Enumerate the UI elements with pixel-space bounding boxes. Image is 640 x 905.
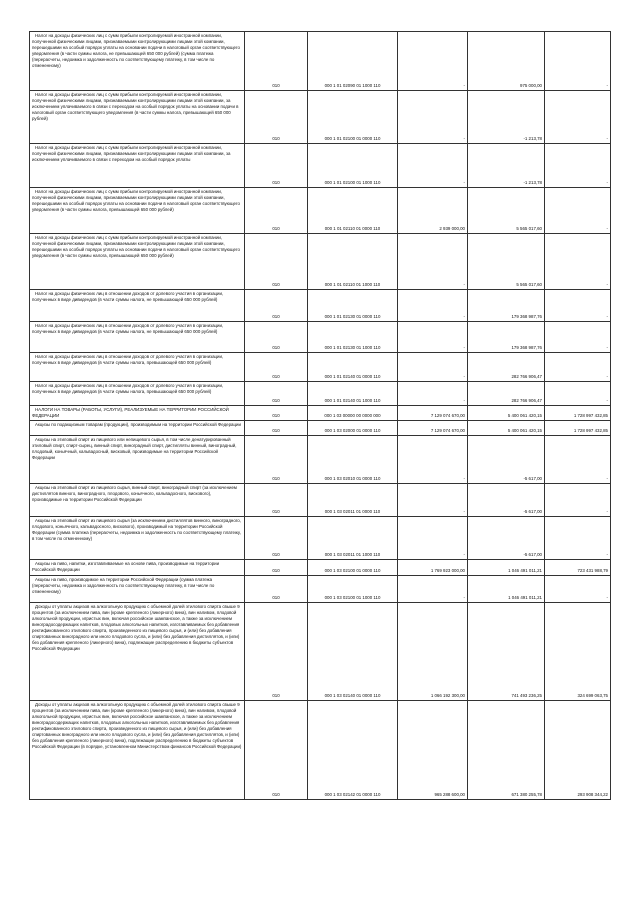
row-unexecuted-amount: 1 728 997 432,85: [545, 421, 611, 436]
row-description: [30, 421, 245, 436]
row-description: [30, 517, 245, 560]
row-budget-classification-code: 000 1 03 02000 01 0000 110: [308, 421, 398, 436]
row-budget-classification-code: 000 1 01 02090 01 1000 110: [308, 32, 398, 91]
row-description: [30, 701, 245, 800]
row-description: [30, 406, 245, 421]
row-line-code: 010: [245, 436, 308, 484]
row-approved-amount: -: [398, 353, 468, 382]
row-line-code: 010: [245, 234, 308, 290]
row-executed-amount: 5 400 061 420,15: [468, 421, 545, 436]
row-description-text: Акцизы на этиловый спирт из пищевого сырья, винный спирт, виноградный спирт (за исключением дистиллятов винного, виноградного, плодового, коньячного, кальвадосного, вискового), производимые на территории Российской Федерации: [32, 485, 237, 502]
revenue-table-sheet: [29, 31, 610, 800]
table-row: [30, 353, 611, 382]
row-budget-classification-code: 000 1 01 02140 01 0000 110: [308, 353, 398, 382]
row-approved-amount: -: [398, 32, 468, 91]
row-description-text: Налог на доходы физических лиц с сумм прибыли контролируемой иностранной компании, полученной физическими лицами, признаваемыми контролирующими лицами этой компании, за исключением уплачиваемого в связи с переходом на особый порядок уплаты: [32, 145, 231, 162]
row-budget-classification-code: 000 1 03 00000 00 0000 000: [308, 406, 398, 421]
row-line-code: 010: [245, 517, 308, 560]
row-executed-amount: 179 368 987,76: [468, 290, 545, 322]
row-executed-amount: -5 617,00: [468, 484, 545, 517]
row-line-code: 010: [245, 188, 308, 234]
row-budget-classification-code: 000 1 01 02130 01 1000 110: [308, 322, 398, 353]
row-unexecuted-amount: -: [545, 234, 611, 290]
row-approved-amount: -: [398, 517, 468, 560]
row-description-text: Доходы от уплаты акцизов на алкогольную продукцию с объемной долей этилового спирта свыше 9 процентов (за исключением пива, вин (кроме крепленого (ликерного) вина), вин наливом, плодовой алкогольной продукции, игристых вин, включая российское шампанское, а также за исключением виноградосодержащих напитков, плодовых алкогольных напитков, изготавливаемых без добавления ректификованного этилового спирта, произведенного из пищевого сырья, и (или) без добавления спиртованных виноградного или иного плодового сусла, и (или) без добавления дистиллятов, и (или) без добавления крепленого (ликерного) вина), подлежащие распределению в бюджеты субъектов Российской Федерации: [32, 604, 240, 651]
revenue-table: [29, 31, 611, 800]
row-description-text: Акцизы на пиво, напитки, изготавливаемые на основе пива, производимые на территории Российской Федерации: [32, 561, 220, 572]
row-description-text: Налог на доходы физических лиц в отношении доходов от долевого участия в организации, полученных в виде дивидендов (в части суммы налога, превышающей 650 000 рублей): [32, 354, 224, 365]
row-budget-classification-code: 000 1 01 02110 01 0000 110: [308, 188, 398, 234]
row-unexecuted-amount: 293 908 344,22: [545, 701, 611, 800]
row-description-text: Налог на доходы физических лиц в отношении доходов от долевого участия в организации, полученных в виде дивидендов (в части суммы налога, не превышающей 650 000 рублей): [32, 291, 224, 302]
row-description: [30, 436, 245, 484]
row-executed-amount: 282 766 906,47: [468, 353, 545, 382]
row-executed-amount: -5 617,00: [468, 436, 545, 484]
row-description-text: Акцизы на этиловый спирт из пищевого или непищевого сырья, в том числе денатурированный этиловый спирт, спирт-сырец, винный спирт, виноградный спирт, дистилляты винный, виноградный, плодовый, коньячный, кальвадосный, висковый, производимые на территории Российской Федерации: [32, 437, 237, 460]
row-approved-amount: -: [398, 484, 468, 517]
table-row: [30, 322, 611, 353]
row-description: [30, 322, 245, 353]
row-executed-amount: -5 617,00: [468, 517, 545, 560]
row-executed-amount: 741 493 236,25: [468, 603, 545, 701]
row-approved-amount: -: [398, 290, 468, 322]
row-approved-amount: 7 129 074 670,00: [398, 421, 468, 436]
row-line-code: 010: [245, 701, 308, 800]
row-line-code: 010: [245, 576, 308, 603]
row-description: [30, 382, 245, 406]
row-description: [30, 188, 245, 234]
row-approved-amount: -: [398, 436, 468, 484]
row-description: [30, 290, 245, 322]
row-description: [30, 234, 245, 290]
row-executed-amount: 975 000,00: [468, 32, 545, 91]
row-description: [30, 484, 245, 517]
row-unexecuted-amount: -: [545, 382, 611, 406]
row-executed-amount: 1 046 491 011,21: [468, 576, 545, 603]
row-budget-classification-code: 000 1 03 02100 01 1000 110: [308, 576, 398, 603]
row-budget-classification-code: 000 1 03 02142 01 0000 110: [308, 701, 398, 800]
row-description: [30, 32, 245, 91]
row-line-code: 010: [245, 144, 308, 188]
row-executed-amount: 5 565 017,60: [468, 234, 545, 290]
row-executed-amount: 179 368 987,76: [468, 322, 545, 353]
table-row: [30, 290, 611, 322]
row-budget-classification-code: 000 1 03 02100 01 0000 110: [308, 560, 398, 576]
row-executed-amount: -1 213,78: [468, 91, 545, 144]
row-line-code: 010: [245, 406, 308, 421]
row-unexecuted-amount: -: [545, 517, 611, 560]
row-line-code: 010: [245, 421, 308, 436]
row-executed-amount: 5 400 061 420,15: [468, 406, 545, 421]
table-row: [30, 701, 611, 800]
row-unexecuted-amount: -: [545, 188, 611, 234]
row-approved-amount: 965 288 600,00: [398, 701, 468, 800]
row-line-code: 010: [245, 603, 308, 701]
row-budget-classification-code: 000 1 01 02130 01 0000 110: [308, 290, 398, 322]
table-row: [30, 436, 611, 484]
row-unexecuted-amount: -: [545, 576, 611, 603]
row-approved-amount: -: [398, 144, 468, 188]
row-line-code: 010: [245, 560, 308, 576]
table-row: [30, 32, 611, 91]
row-approved-amount: 1 769 923 000,00: [398, 560, 468, 576]
table-row: [30, 406, 611, 421]
row-budget-classification-code: 000 1 01 02100 01 1000 110: [308, 144, 398, 188]
row-unexecuted-amount: -: [545, 32, 611, 91]
row-description-text: Доходы от уплаты акцизов на алкогольную продукцию с объемной долей этилового спирта свыше 9 процентов (за исключением пива, вин (кроме крепленого (ликерного) вина), вин наливом, плодовой алкогольной продукции, игристых вин, включая российское шампанское, а также за исключением виноградосодержащих напитков, плодовых алкогольных напитков, изготавливаемых без добавления ректификованного этилового спирта, произведенного из пищевого сырья, и (или) без добавления спиртованных виноградного или иного плодового сусла, и (или) без добавления дистиллятов, и (или) без добавления крепленого (ликерного) вина), подлежащие распределению в бюджеты субъектов Российской Федерации (в порядке, установленном Министерством финансов Российской Федерации): [32, 702, 242, 749]
row-line-code: 010: [245, 290, 308, 322]
row-unexecuted-amount: -: [545, 353, 611, 382]
row-budget-classification-code: 000 1 03 02011 01 0000 110: [308, 484, 398, 517]
row-description: [30, 576, 245, 603]
row-description-text: Налог на доходы физических лиц с сумм прибыли контролируемой иностранной компании, полученной физическими лицами, признаваемыми контролирующими лицами этой компании, перешедшими на особый порядок уплаты на основании подачи в налоговый орган соответствующего уведомления (в части суммы налога, превышающей 650 000 рублей): [32, 189, 240, 212]
row-approved-amount: -: [398, 322, 468, 353]
row-unexecuted-amount: 1 728 997 432,85: [545, 406, 611, 421]
row-description: [30, 144, 245, 188]
row-description-text: Налог на доходы физических лиц с сумм прибыли контролируемой иностранной компании, полученной физическими лицами, признаваемыми контролирующими лицами этой компании, перешедшими на особый порядок уплаты на основании подачи в налоговый орган соответствующего уведомления (в части суммы налога, превышающей 650 000 рублей): [32, 235, 240, 258]
row-unexecuted-amount: -: [545, 322, 611, 353]
row-description-text: Акцизы на пиво, производимое на территории Российской Федерации (сумма платежа (перерасчеты, недоимка и задолженность по соответствующему платежу, в том числе по отмененному): [32, 577, 215, 594]
row-unexecuted-amount: 324 699 063,75: [545, 603, 611, 701]
table-row: [30, 603, 611, 701]
row-line-code: 010: [245, 382, 308, 406]
row-budget-classification-code: 000 1 03 02011 01 1000 110: [308, 517, 398, 560]
row-executed-amount: -1 213,78: [468, 144, 545, 188]
row-executed-amount: 5 565 017,60: [468, 188, 545, 234]
row-line-code: 010: [245, 353, 308, 382]
table-row: [30, 91, 611, 144]
table-row: [30, 421, 611, 436]
table-row: [30, 560, 611, 576]
row-description: [30, 560, 245, 576]
row-unexecuted-amount: -: [545, 436, 611, 484]
row-line-code: 010: [245, 32, 308, 91]
row-approved-amount: -: [398, 91, 468, 144]
row-description-text: Налог на доходы физических лиц в отношении доходов от долевого участия в организации, полученных в виде дивидендов (в части суммы налога, не превышающей 650 000 рублей): [32, 323, 224, 334]
row-approved-amount: 1 066 192 300,00: [398, 603, 468, 701]
row-executed-amount: 1 046 491 011,21: [468, 560, 545, 576]
revenue-table-body: [30, 32, 611, 800]
table-row: [30, 382, 611, 406]
row-unexecuted-amount: -: [545, 144, 611, 188]
row-executed-amount: 671 380 255,78: [468, 701, 545, 800]
table-row: [30, 234, 611, 290]
row-approved-amount: -: [398, 382, 468, 406]
row-unexecuted-amount: -: [545, 91, 611, 144]
row-approved-amount: -: [398, 576, 468, 603]
row-executed-amount: 282 766 906,47: [468, 382, 545, 406]
row-budget-classification-code: 000 1 03 02140 01 0000 110: [308, 603, 398, 701]
row-description-text: НАЛОГИ НА ТОВАРЫ (РАБОТЫ, УСЛУГИ), РЕАЛИЗУЕМЫЕ НА ТЕРРИТОРИИ РОССИЙСКОЙ ФЕДЕРАЦИИ: [32, 407, 229, 418]
row-line-code: 010: [245, 91, 308, 144]
row-unexecuted-amount: -: [545, 484, 611, 517]
row-unexecuted-amount: 723 431 988,79: [545, 560, 611, 576]
row-description: [30, 91, 245, 144]
table-row: [30, 484, 611, 517]
row-budget-classification-code: 000 1 01 02100 01 0000 110: [308, 91, 398, 144]
row-approved-amount: -: [398, 234, 468, 290]
table-row: [30, 576, 611, 603]
row-approved-amount: 7 129 074 670,00: [398, 406, 468, 421]
row-line-code: 010: [245, 322, 308, 353]
row-description-text: Акцизы по подакцизным товарам (продукции), производимым на территории Российской Федерации: [35, 422, 241, 427]
row-description: [30, 353, 245, 382]
row-description: [30, 603, 245, 701]
row-unexecuted-amount: -: [545, 290, 611, 322]
row-approved-amount: 2 939 000,00: [398, 188, 468, 234]
row-description-text: Акцизы на этиловый спирт из пищевого сырья (за исключением дистиллятов винного, виноградного, плодового, коньячного, кальвадосного, вискового), производимый на территории Российской Федерации (сумма платежа (перерасчеты, недоимка и задолженность по соответствующему платежу, в том числе по отмененному): [32, 518, 241, 541]
table-row: [30, 188, 611, 234]
row-description-text: Налог на доходы физических лиц в отношении доходов от долевого участия в организации, полученных в виде дивидендов (в части суммы налога, превышающей 650 000 рублей): [32, 383, 224, 394]
table-row: [30, 517, 611, 560]
row-line-code: 010: [245, 484, 308, 517]
table-row: [30, 144, 611, 188]
row-description-text: Налог на доходы физических лиц с сумм прибыли контролируемой иностранной компании, полученной физическими лицами, признаваемыми контролирующими лицами этой компании, за исключением уплачиваемого в связи с переходом на особый порядок уплаты на основании подачи в налоговый орган соответствующего уведомления (в части суммы налога, превышающей 650 000 рублей): [32, 92, 239, 121]
row-budget-classification-code: 000 1 01 02110 01 1000 110: [308, 234, 398, 290]
row-budget-classification-code: 000 1 01 02140 01 1000 110: [308, 382, 398, 406]
row-budget-classification-code: 000 1 03 02010 01 0000 110: [308, 436, 398, 484]
row-description-text: Налог на доходы физических лиц с сумм прибыли контролируемой иностранной компании, полученной физическими лицами, признаваемыми контролирующими лицами этой компании, перешедшими на особый порядок уплаты на основании подачи в налоговый орган соответствующего уведомления (в части суммы налога, не превышающей 650 000 рублей) (сумма платежа (перерасчеты, недоимка и задолженность по соответствующему платежу, в том числе по отмененному): [32, 33, 240, 68]
